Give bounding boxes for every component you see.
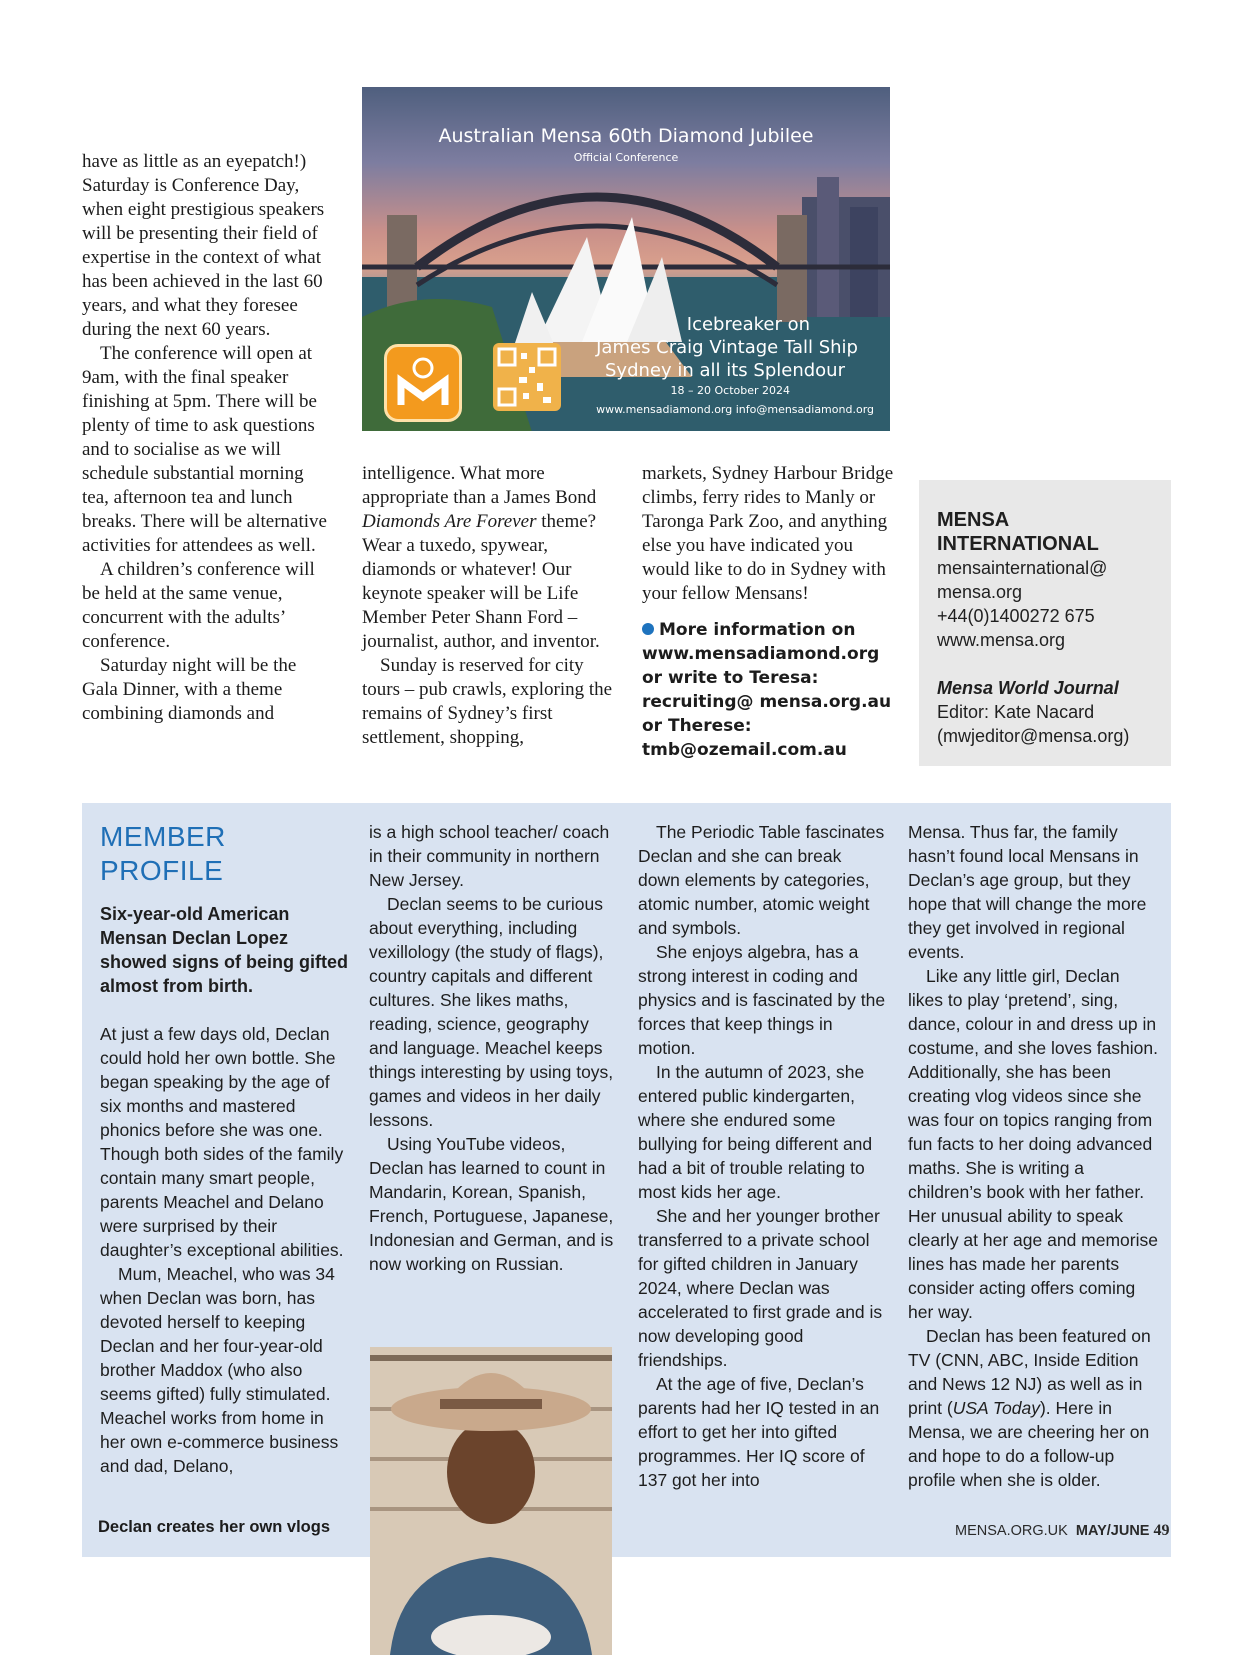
mensa-international-website[interactable]: www.mensa.org <box>937 630 1066 650</box>
profile-column-2 <box>369 820 619 1276</box>
article-column-3 <box>642 462 900 762</box>
mensa-international-box <box>919 480 1171 766</box>
profile-column-2-paragraph-2: Declan seems to be curious about everything, including vexillology (the study of flags), country capitals and different cultures. She likes maths, reading, science, geography and language. Meachel keeps things interesting by using toys, games and videos in her daily lessons. <box>369 894 614 1130</box>
qr-code-icon <box>493 343 561 411</box>
ad-links: www.mensadiamond.org info@mensadiamond.org <box>596 403 874 416</box>
ad-line-sydney: Sydney in all its Splendour <box>605 360 845 381</box>
page-number: 49 <box>1153 1522 1170 1539</box>
profile-column-3-paragraph-4: She and her younger brother transferred to a private school for gifted children in January 2024, where Declan was accelerated to first grade and is now developing good friendships. <box>638 1206 883 1370</box>
film-title: Diamonds Are Forever <box>362 511 537 532</box>
mensa-international-heading: MENSA INTERNATIONAL <box>937 509 1099 555</box>
member-profile-title: MEMBER PROFILE <box>100 821 226 886</box>
journal-title: Mensa World Journal <box>937 678 1119 698</box>
column-2-paragraph-2: Sunday is reserved for city tours – pub crawls, exploring the remains of Sydney’s first settlement, shopping, <box>362 655 613 748</box>
profile-column-4-paragraph-1: Mensa. Thus far, the family hasn’t found local Mensans in Declan’s age group, but they hope that will change the more they get involved in regional events. <box>908 822 1147 962</box>
column-3-paragraph-1: markets, Sydney Harbour Bridge climbs, ferry rides to Manly or Taronga Park Zoo, and anything else you have indicated you would like to do in Sydney with your fellow Mensans! <box>642 463 894 604</box>
column-1-paragraph-1: have as little as an eyepatch!) Saturday is Conference Day, when eight prestigious speakers will be presenting their field of expertise in the context of what has been achieved in the last 60 years, and what they foresee during the next 60 years. <box>82 151 325 340</box>
ad-subtitle: Official Conference <box>573 151 679 164</box>
profile-column-2-paragraph-3: Using YouTube videos, Declan has learned to count in Mandarin, Korean, Spanish, French, Portuguese, Japanese, Indonesian and German, and is now working on Russian. <box>369 1134 614 1274</box>
profile-column-1-paragraph-2: Mum, Meachel, who was 34 when Declan was born, has devoted herself to keeping Declan and her four-year-old brother Maddox (who also seems gifted) fully stimulated. Meachel works from home in her own e-commerce business and dad, Delano, <box>100 1264 339 1476</box>
profile-column-3-paragraph-2: She enjoys algebra, has a strong interest in coding and physics and is fascinated by the forces that keep things in motion. <box>638 942 886 1058</box>
ad-line-tall-ship: James Craig Vintage Tall Ship <box>596 337 858 358</box>
declan-photo <box>370 1347 612 1655</box>
page-footer <box>955 1522 1170 1540</box>
more-information: More information on www.mensadiamond.org or write to Teresa: recruiting@ mensa.org.au or Therese: tmb@ozemail.com.au <box>642 620 892 760</box>
journal-editor: Editor: Kate Nacard <box>937 702 1095 722</box>
column-1-paragraph-4: Saturday night will be the Gala Dinner, with a theme combining diamonds and <box>82 655 297 724</box>
publication-title: USA Today <box>952 1398 1040 1418</box>
profile-column-1 <box>100 820 350 1478</box>
ad-line-icebreaker: Icebreaker on <box>686 314 810 335</box>
profile-column-1-paragraph-1: At just a few days old, Declan could hold her own bottle. She began speaking by the age of six months and mastered phonics before she was one. Though both sides of the family contain many smart people, parents Meachel and Delano were surprised by their daughter’s exceptional abilities. <box>100 1024 344 1260</box>
profile-column-2-paragraph-1: is a high school teacher/ coach in their community in northern New Jersey. <box>369 822 610 890</box>
article-column-2 <box>362 462 614 750</box>
profile-column-4-paragraph-2: Like any little girl, Declan likes to play ‘pretend’, sing, dance, colour in and dress up in costume, and she loves fashion. Additionally, she has been creating vlog videos since she was four on topics ranging from fun facts to her doing advanced maths. She is writing a children’s book with her father. Her unusual ability to speak clearly at her age and memorise lines has made her parents consider acting offers coming her way. <box>908 966 1159 1322</box>
column-2-paragraph-1: intelligence. What more appropriate than a James Bond Diamonds Are Forever theme? Wear a tuxedo, spywear, diamonds or whatever! Our keynote speaker will be Life Member Peter Shann Ford – journalist, author, and inventor. <box>362 463 600 652</box>
profile-column-3-paragraph-1: The Periodic Table fascinates Declan and she can break down elements by categories, atomic number, atomic weight and symbols. <box>638 822 885 938</box>
ad-dates: 18 – 20 October 2024 <box>670 384 790 397</box>
profile-column-3 <box>638 820 888 1492</box>
footer-issue: MAY/JUNE <box>1075 1523 1150 1539</box>
footer-site: MENSA.ORG.UK <box>955 1523 1068 1539</box>
bullet-dot-icon <box>642 623 654 635</box>
conference-advertisement <box>362 87 890 431</box>
profile-column-4 <box>908 820 1158 1492</box>
mensa-logo-icon <box>384 344 462 422</box>
mensa-international-email[interactable]: mensainternational@ mensa.org <box>937 558 1108 602</box>
profile-column-1-body <box>100 1022 350 1478</box>
profile-column-3-paragraph-5: At the age of five, Declan’s parents had her IQ tested in an effort to get her into gifted programmes. Her IQ score of 137 got her into <box>638 1374 880 1490</box>
photo-caption: Declan creates her own vlogs <box>98 1518 331 1536</box>
article-column-1 <box>82 150 334 726</box>
ad-title: Australian Mensa 60th Diamond Jubilee <box>438 125 814 147</box>
profile-intro: Six-year-old American Mensan Declan Lopez showed signs of being gifted almost from birth. <box>100 904 349 996</box>
journal-editor-email[interactable]: (mwjeditor@mensa.org) <box>937 726 1130 746</box>
column-1-paragraph-2: The conference will open at 9am, with the final speaker finishing at 5pm. There will be plenty of time to ask questions and to socialise as we will schedule substantial morning tea, afternoon tea and lunch breaks. There will be alternative activities for attendees as well. <box>82 343 327 556</box>
column-1-paragraph-3: A children’s conference will be held at the same venue, concurrent with the adults’ conference. <box>82 559 315 652</box>
mensa-international-phone: +44(0)1400272 675 <box>937 606 1095 626</box>
profile-column-4-paragraph-3: Declan has been featured on TV (CNN, ABC, Inside Edition and News 12 NJ) as well as in print (USA Today). Here in Mensa, we are cheering her on and hope to do a follow-up profile when she is older. <box>908 1326 1151 1490</box>
profile-column-3-paragraph-3: In the autumn of 2023, she entered public kindergarten, where she endured some bullying for being different and had a bit of trouble relating to most kids her age. <box>638 1062 873 1202</box>
